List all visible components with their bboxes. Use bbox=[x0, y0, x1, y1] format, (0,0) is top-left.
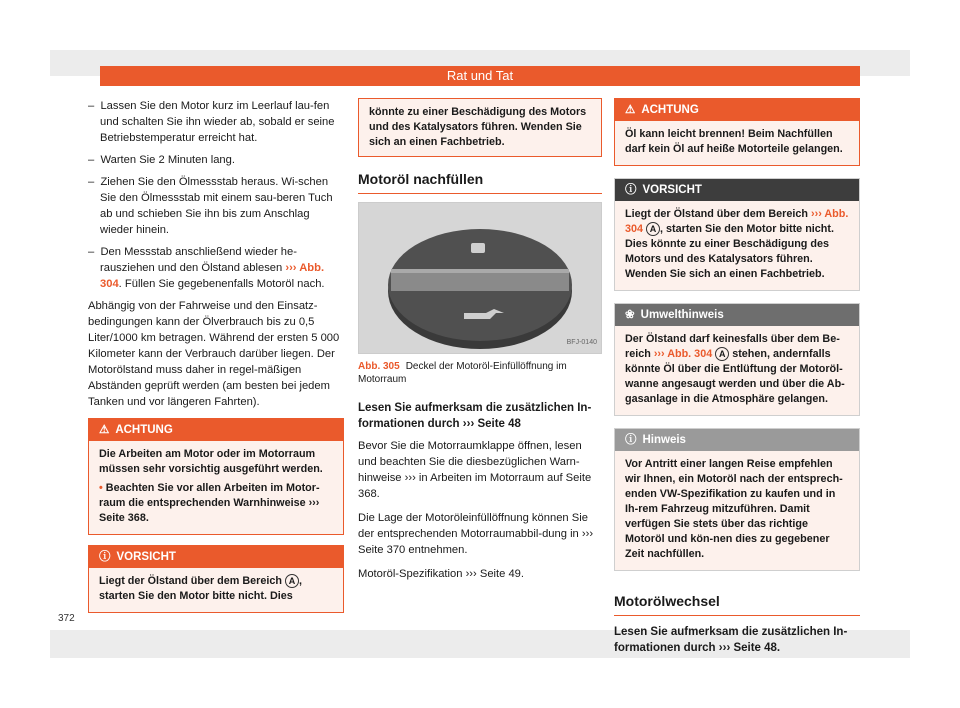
warning-box bbox=[614, 98, 860, 166]
section-title: Motorölwechsel bbox=[614, 593, 860, 616]
oil-cap-figure bbox=[358, 202, 602, 354]
warning-box bbox=[88, 418, 344, 535]
figure-link[interactable]: ››› Abb. 304 bbox=[653, 348, 713, 360]
list-item: – Ziehen Sie den Ölmessstab heraus. Wi-schen Sie den Ölmessstab mit einem sau-beren Tuch ab und schieben Sie ihn bis zum Anschlag wieder hinein. bbox=[88, 176, 333, 236]
list-item: – Warten Sie 2 Minuten lang. bbox=[88, 154, 235, 166]
marker-a: A bbox=[285, 574, 299, 588]
marker-a: A bbox=[646, 222, 660, 236]
list-item: – Lassen Sie den Motor kurz im Leerlauf lau-fen und schalten Sie ihn wieder ab, sobald er seine Betriebstemperatur erreicht hat. bbox=[88, 100, 335, 144]
body-paragraph: Motoröl-Spezifikation ››› Seite 49. bbox=[358, 568, 525, 580]
subheading: Lesen Sie aufmerksam die zusätzlichen In-formationen durch ››› Seite 48 bbox=[358, 402, 592, 430]
info-square-icon: ⓘ bbox=[625, 434, 637, 446]
caution-body: Liegt der Ölstand über dem Bereich ››› Abb. 304 A , starten Sie den Motor bitte nicht. Dies könnte zu einer Beschädigung des Motors und des Katalysators führen. Wenden Sie sich an einen Fachbetrieb. bbox=[625, 208, 849, 280]
environment-box bbox=[614, 303, 860, 416]
oil-cap-image bbox=[359, 203, 601, 353]
caution-continued: könnte zu einer Beschädigung des Motors und des Katalysators führen. Wenden Sie sich an einen Fachbetrieb. bbox=[358, 98, 602, 157]
warning-triangle-icon: ⚠ bbox=[99, 424, 110, 436]
environment-header: ❀ Umwelthinweis bbox=[615, 304, 859, 326]
warning-bullet: • Beachten Sie vor allen Arbeiten im Motor-raum die entsprechenden Warnhinweise ››› Seite 368. bbox=[99, 482, 320, 524]
figure-code: BFJ-0140 bbox=[566, 339, 597, 346]
environment-body: Der Ölstand darf keinesfalls über dem Be-reich ››› Abb. 304 A stehen, andernfalls könnte Öl über die Entlüftung der Motoröl-wanne angesaugt werden und über die Ab-gasanlage in die Atmosphäre gelangen. bbox=[625, 333, 845, 405]
caution-box bbox=[88, 545, 344, 613]
section-title: Motoröl nachfüllen bbox=[358, 171, 602, 194]
caution-header: ⓘ VORSICHT bbox=[615, 179, 859, 201]
warning-header: ⚠ ACHTUNG bbox=[615, 99, 859, 121]
body-paragraph: Die Lage der Motoröleinfüllöffnung können Sie der entsprechenden Motorraumabbil-dung in ››› Seite 370 entnehmen. bbox=[358, 512, 594, 556]
figure-caption: Abb. 305 Deckel der Motoröl-Einfüllöffnung im Motorraum bbox=[358, 361, 567, 385]
figure-link[interactable]: ››› Abb. 304 bbox=[625, 208, 849, 235]
caution-body: Liegt der Ölstand über dem Bereich A , starten Sie den Motor bitte nicht. Dies bbox=[99, 575, 302, 602]
column-2 bbox=[358, 98, 602, 590]
warning-triangle-icon: ⚠ bbox=[625, 104, 636, 116]
warning-body: Öl kann leicht brennen! Beim Nachfüllen darf kein Öl auf heiße Motorteile gelangen. bbox=[625, 128, 843, 155]
info-circle-icon: ⓘ bbox=[625, 184, 637, 196]
info-circle-icon: ⓘ bbox=[99, 551, 111, 563]
column-3 bbox=[614, 98, 860, 662]
hint-header: ⓘ Hinweis bbox=[615, 429, 859, 451]
caution-header: ⓘ VORSICHT bbox=[89, 546, 343, 568]
book-icon bbox=[471, 243, 485, 253]
subheading: Lesen Sie aufmerksam die zusätzlichen In-formationen durch ››› Seite 48. bbox=[614, 626, 848, 654]
page-header: Rat und Tat bbox=[100, 66, 860, 86]
leaf-icon: ❀ bbox=[625, 309, 635, 321]
list-item: – Den Messstab anschließend wieder he-rausziehen und den Ölstand ablesen ››› Abb. 304. Füllen Sie gegebenenfalls Motoröl nach. bbox=[88, 246, 325, 290]
warning-body: Die Arbeiten am Motor oder im Motorraum müssen sehr vorsichtig ausgeführt werden. • Beachten Sie vor allen Arbeiten im Motor-raum die entsprechenden Warnhinweise ››› Seite 368. bbox=[89, 441, 343, 534]
marker-a: A bbox=[715, 347, 729, 361]
hint-body: Vor Antritt einer langen Reise empfehlen wir Ihnen, ein Motoröl nach der entsprech-enden VW-Spezifikation zu kaufen und in Ih-rem Fahrzeug mitzuführen. Damit verfügen Sie stets über das richtige Motoröl und kön-nen dies zu gegebener Zeit nachfüllen. bbox=[625, 458, 843, 560]
body-paragraph: Abhängig von der Fahrweise und den Einsatz-bedingungen kann der Ölverbrauch bis zu 0,5 Liter/1000 km betragen. Während der ersten 5 000 Kilometer kann der Verbrauch darüber liegen. Der Motorölstand muss daher in regel-mäßigen Abständen geprüft werden (am besten bei jedem Tanken und vor längeren Fahrten). bbox=[88, 300, 340, 408]
warning-header: ⚠ ACHTUNG bbox=[89, 419, 343, 441]
column-1 bbox=[88, 98, 344, 623]
figure-link[interactable]: ››› Abb. 304 bbox=[100, 262, 325, 290]
body-paragraph: Bevor Sie die Motorraumklappe öffnen, lesen und beachten Sie die diesbezüglichen Warn-hinweise ››› in Arbeiten im Motorraum auf Seite 368. bbox=[358, 440, 592, 500]
hint-box bbox=[614, 428, 860, 571]
page-number: 372 bbox=[58, 613, 75, 624]
caution-box bbox=[614, 178, 860, 291]
